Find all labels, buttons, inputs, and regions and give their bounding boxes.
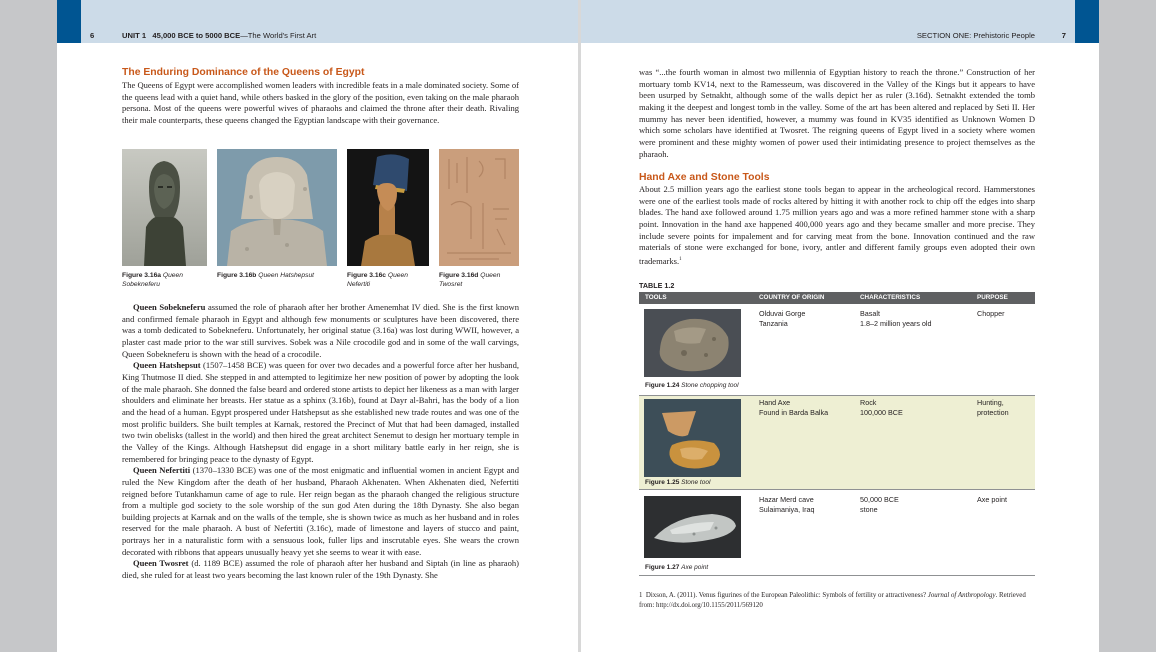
caption-fig-3-16b: Figure 3.16b Queen Hatshepsut: [217, 272, 315, 279]
paragraph-twosret: Queen Twosret (d. 1189 BCE) assumed the role of pharaoh after her husband and Siptah (in line as pharaoh) died, she ruled for at least two years becoming the last known ruler of the 19th Dynasty. She: [122, 558, 519, 581]
table-header-country: COUNTRY OF ORIGIN: [759, 294, 825, 301]
table-row: [639, 490, 1035, 574]
footnote-reference[interactable]: 1: [679, 256, 682, 262]
caption-fig-1-25: Figure 1.25 Stone tool: [645, 479, 711, 486]
table-label: TABLE 1.2: [639, 281, 675, 290]
caption-fig-1-27: Figure 1.27 Axe point: [645, 564, 709, 571]
table-header-purpose: PURPOSE: [977, 294, 1008, 301]
left-running-head: UNIT 1 45,000 BCE to 5000 BCE—The World's First Art: [122, 31, 317, 40]
section-heading-queens: The Enduring Dominance of the Queens of Egypt: [122, 67, 365, 78]
caption-fig-3-16d: Figure 3.16d Queen Twosret: [439, 272, 501, 289]
right-page: [581, 0, 1099, 652]
header-tab-marker-right: [1075, 0, 1099, 43]
paragraph-sobekneferu: Queen Sobekneferu assumed the role of pharaoh after her brother Amenemhat IV died. She is the first known and confirmed female pharaoh in Egypt and although few monuments or sculptures have been discovered, there was a tomb dedicated to Sobekneferu. Unfortunately, her original statue (3.16a) was lost during WWII, however, a plaster cast made prior to the war still survives. Sobek was a Nile crocodile god and in some of the wall carvings, Queen Sobekneferu is shown with the head of a crocodile.: [122, 302, 519, 359]
row-1-purpose: Chopper: [977, 309, 1005, 318]
figure-chopping-tool-image: [644, 309, 741, 377]
row-3-characteristics: 50,000 BCE stone: [860, 495, 899, 514]
right-page-number: 7: [1061, 31, 1066, 40]
row-3-purpose: Axe point: [977, 495, 1007, 504]
paragraph-hatshepsut: Queen Hatshepsut (1507–1458 BCE) was queen for over two decades and a powerful force after her husband, King Thutmose II died. She stepped in and attempted to legitimize her new position of power by adopting the look of the male pharaoh. She donned the false beard and ordered stone artists to depict her likeness as a man with larger shoulders and eliminate her breasts. Her statue as a sphinx (3.16b), found at Dayr al-Bahri, has the body of a lion and the head of a human. Egypt prospered under Hatshepsut as she established new trade routes and was one of the most prolific builders. She built temples at Karnak, restored the Precinct of Mut that had been damaged, installed two twin obelisks (tallest in the world) and then hired the great architect Senemut to design her mortuary temple in the Valley of the Kings. Although Hatshepsut did engage in a short military battle early in her reign, she is remembered for bringing peace to the dynasty of Egypt.: [122, 360, 519, 464]
row-2-origin: Hand Axe Found in Barda Balka: [759, 398, 829, 417]
footnote: 1 Dixson, A. (2011). Venus figurines of the European Paleolithic: Symbols of fertility or attractiveness? Journal of Anthropology. Retrieved from: http://dx.doi.org/10.1155/2011/569120: [639, 592, 1026, 609]
table-header-tools: TOOLS: [645, 294, 667, 301]
paragraph-nefertiti: Queen Nefertiti (1370–1330 BCE) was one of the most enigmatic and influential women in ancient Egypt and ruled the New Kingdom after the death of her husband, Pharaoh Akhenaten. When Akhenaten died, Nefertiti reigned before Tutankhamun came of age to rule. Her reign began as the pharaoh changed the religious structure from a multiple god society to the sole worship of the sun god Aten during the 18th Dynasty. She also began building projects at Karnak and on the walls of the temple, she is shown twice as much as her husband and in roles reserved for the male pharaoh. A bust of Nefertiti (3.16c), made of limestone and layers of stucco and paint, portrays her in a naturalistic form with a sensuous look, fuller lips and inscrutable eyes. She wears the crown decorated with ribbons that appears unusually heavy yet she seems to wear it with ease.: [122, 465, 519, 557]
twosret-continuation-paragraph: was “...the fourth woman in almost two millennia of Egyptian history to reach the throne.” Construction of her mortuary tomb KV14, next to the Ramesseum, was discovered in the Valley of the Kings but it appears to have been usurped by Setnakht, although some of the walls depict her as ruler (3.16d). Setnakht extended the tomb making it the deepest and longest tomb in the valley. Some of the art has been altered and replaced by Seti II. Her mummy has never been identified, however, a mummy was found in KV35 identified as Unknown Women D which some scholars have identified at Twosret. The reigning queens of Egypt lived in a society where women were prominent and these mighty women of power used their intimidating presence to project themselves as the pharaoh.: [639, 67, 1035, 159]
caption-fig-3-16c: Figure 3.16c Queen Nefertiti: [347, 272, 408, 289]
section-heading-stone-tools: Hand Axe and Stone Tools: [639, 172, 770, 183]
right-running-head: SECTION ONE: Prehistoric People: [916, 31, 1035, 40]
stone-tools-paragraph: About 2.5 million years ago the earliest stone tools began to appear in the archeological record. Hammerstones were one of the earliest tools made of rocks altered by hitting it with another rock to chip off the edges into sharp blades. The hand axe followed around 1.75 million years ago and was a more refined hammer stone with a sharp point. Innovation in the hand axe happened 400,000 years ago and they became smaller and more precise. They include severe points for impalement and for carving meat from the bone. Innovation continued and the raw materials of stone were exchanged for bone, ivory, antler and different family groups even adopted their own trademarks.$^1$: [639, 184, 1035, 266]
row-2-characteristics: Rock 100,000 BCE: [860, 398, 903, 417]
row-3-origin: Hazar Merd cave Sulaimaniya, Iraq: [759, 495, 815, 514]
caption-fig-1-24: Figure 1.24 Stone chopping tool: [645, 382, 739, 389]
figure-twosret-image: [439, 149, 519, 266]
table-row: [639, 396, 1035, 489]
table-bottom-rule: [639, 575, 1035, 576]
table-header-row: [639, 292, 1035, 304]
figure-axe-point-image: [644, 496, 741, 558]
caption-fig-3-16a: Figure 3.16a Queen Sobekneferu: [122, 272, 183, 289]
figure-sobekneferu-image: [122, 149, 207, 266]
row-1-origin: Olduvai Gorge Tanzania: [759, 309, 806, 328]
row-2-purpose: Hunting, protection: [977, 398, 1009, 417]
queens-intro-paragraph: The Queens of Egypt were accomplished women leaders with incredible feats in a male dominated society. Some of the queens lead with a quiet hand, while others basked in the glory of the position, even taking on the male pharaoh persona. Most of the queens were powerful wives of pharaohs and claimed the throne after their death. Rivaling their male counterparts, these queens changed the Egyptian landscape with their governance.: [122, 80, 519, 125]
table-row: [639, 305, 1035, 395]
figure-hatshepsut-image: [217, 149, 337, 266]
queens-biographies: [122, 302, 519, 582]
row-1-characteristics: Basalt 1.8–2 million years old: [860, 309, 932, 328]
header-tab-marker: [57, 0, 81, 43]
left-page: [57, 0, 578, 652]
table-header-characteristics: CHARACTERISTICS: [860, 294, 921, 301]
figure-nefertiti-image: [347, 149, 429, 266]
figure-stone-tool-image: [644, 399, 741, 477]
left-page-number: 6: [90, 31, 95, 40]
